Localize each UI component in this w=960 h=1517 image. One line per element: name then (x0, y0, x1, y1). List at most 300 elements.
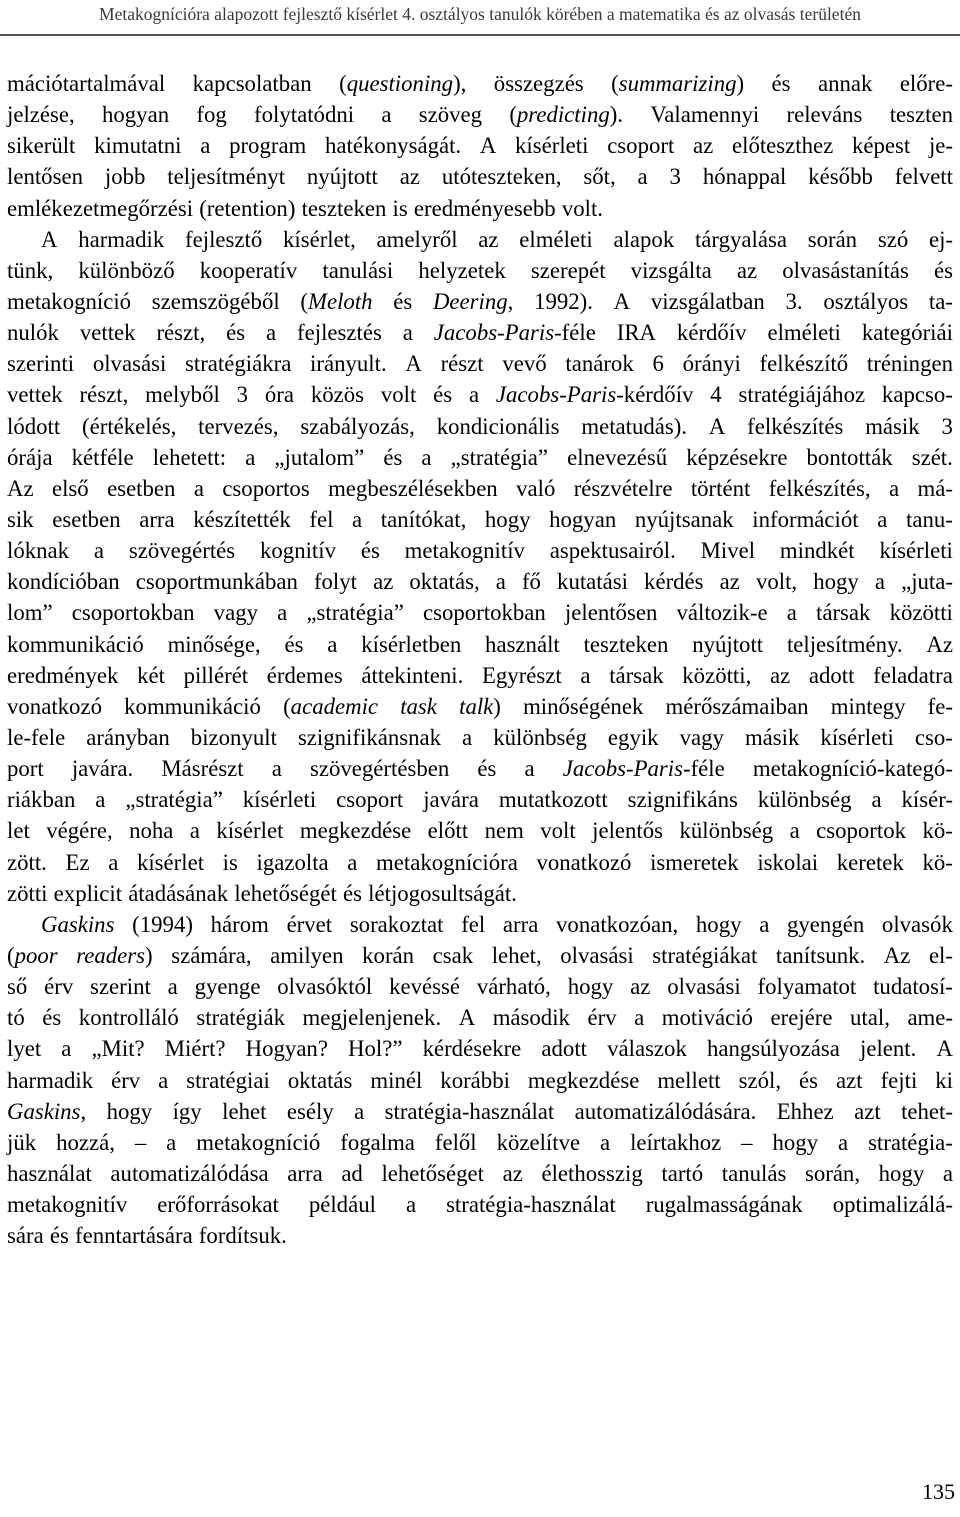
word: a (61, 1036, 72, 1062)
word: oktatás (287, 1067, 353, 1093)
italic-term: Jacobs-Paris (433, 320, 555, 346)
word: a (468, 382, 480, 408)
word: kísérleti (879, 538, 953, 564)
text-line (7, 597, 953, 628)
word: oktatás, (409, 569, 480, 595)
word: órája (7, 444, 53, 470)
word: Jacobs-Paris-féle (433, 320, 596, 346)
word: bizonyult (190, 724, 277, 750)
word: riákban (7, 787, 76, 813)
word: fordítsuk. (198, 1223, 287, 1249)
word: érvet (286, 911, 333, 937)
word: azt (836, 1067, 863, 1093)
text-line (7, 442, 953, 473)
word: teszten (889, 102, 953, 128)
word: annak (817, 71, 873, 96)
word: má- (917, 475, 953, 501)
word: esély (286, 1098, 334, 1124)
word: kísér- (901, 787, 953, 813)
word: megkezdése (527, 1067, 640, 1093)
word: metakognitív (404, 538, 525, 564)
word: részt (440, 351, 484, 377)
word: a (874, 569, 885, 595)
word: gyenge (194, 974, 261, 1000)
word: a (352, 506, 363, 532)
word: a (108, 849, 119, 875)
word: közelítve (496, 1129, 581, 1155)
word: hozzá, (56, 1129, 115, 1155)
word (41, 909, 114, 940)
italic-term: Jacobs-Paris (562, 756, 683, 782)
word: mellett (657, 1067, 721, 1093)
word: fog (196, 102, 227, 128)
word: kommunikáció (124, 693, 261, 719)
word: a (462, 724, 473, 750)
word: a (245, 444, 256, 470)
word: (questioning), (339, 71, 467, 96)
word: vizsgálta (630, 257, 712, 283)
word: „Mit? (91, 1036, 145, 1062)
word: lehetőségét (234, 880, 337, 906)
word: ki (935, 1067, 953, 1093)
text-line (7, 161, 953, 192)
word: kísérlet (216, 818, 284, 844)
word: csoport (336, 787, 404, 813)
word: a (95, 787, 106, 813)
word: (1994) (132, 911, 193, 937)
word: mérőszámaiban (665, 693, 809, 719)
word: szemszögéből (151, 288, 280, 314)
word: két (137, 662, 165, 688)
word: fel (461, 911, 486, 937)
word: megjelenjenek. (302, 1005, 442, 1031)
word: olvasók (881, 911, 953, 937)
word: bontották (806, 444, 893, 470)
word: szét. (911, 444, 953, 470)
word: és (393, 288, 413, 314)
word: a (166, 1129, 177, 1155)
word: leírtakhoz (630, 1129, 722, 1155)
word: képest (851, 133, 911, 159)
word: tudatosí- (873, 974, 953, 1000)
italic-term: talk (459, 693, 494, 719)
word: nem (484, 818, 524, 844)
word: mutatkozott (498, 787, 608, 813)
word: kísérleti (515, 133, 589, 159)
word: a (838, 1129, 849, 1155)
text-line (7, 629, 953, 660)
word: sára (7, 1223, 44, 1249)
word: élethosszig (541, 1160, 643, 1186)
word: a (942, 1160, 953, 1186)
text-line (7, 68, 953, 99)
italic-term: poor (14, 942, 58, 968)
word: másik (865, 413, 920, 439)
word: szerinti (7, 351, 75, 377)
word: csoport (607, 133, 675, 159)
word: Az (926, 631, 953, 657)
word: egyik (607, 724, 659, 750)
word: optimalizálá- (832, 1192, 953, 1218)
word: hogyan (101, 102, 170, 128)
word: volt (380, 382, 417, 408)
word: végére, (46, 818, 113, 844)
word: során (807, 226, 858, 252)
word: nyújtott (306, 164, 378, 190)
page-number: 135 (922, 1479, 955, 1504)
word: folyamatot (757, 974, 857, 1000)
word: Hol?” (348, 1036, 403, 1062)
word: vettek (79, 320, 136, 346)
word: tanítókat, (380, 506, 467, 532)
word: a (889, 475, 900, 501)
word: metakognitív (7, 1192, 128, 1218)
word: erőforrásokat (157, 1192, 279, 1218)
word: a (266, 320, 277, 346)
word: kísérlet, (282, 226, 356, 252)
word: szöveg (418, 102, 483, 128)
word: kutatási (557, 569, 628, 595)
word: szól, (738, 1067, 782, 1093)
word: felkészítő (759, 351, 849, 377)
word: ső (7, 974, 28, 1000)
word: stratégia-használat (446, 1192, 616, 1218)
word: jelent. (860, 1036, 917, 1062)
word: és (771, 71, 791, 96)
word: olvasási (560, 942, 634, 968)
word: aspektusairól. (549, 538, 676, 564)
word: mintegy (830, 693, 906, 719)
word: a (193, 475, 204, 501)
word: közötti (889, 600, 953, 626)
word: teljesítményt (167, 164, 286, 190)
word: Az (883, 942, 911, 968)
word: kísérleti (820, 724, 894, 750)
word: összegzés (493, 71, 584, 96)
word: A (613, 288, 631, 314)
word: arányban (86, 724, 170, 750)
word: nyújtsanak (634, 506, 734, 532)
word: metakognícióra (376, 849, 518, 875)
word: Gaskins, (7, 1098, 87, 1124)
word: vagy (679, 724, 724, 750)
word: tehet- (901, 1098, 953, 1124)
word: hogy (813, 569, 859, 595)
word: A (458, 1005, 476, 1031)
word: szabályozás, (300, 413, 415, 439)
word: csoportokban (422, 600, 546, 626)
word: később (808, 164, 873, 190)
word: esetben (107, 475, 176, 501)
word: várható, (476, 974, 551, 1000)
word: az (693, 133, 714, 159)
word: társak (816, 600, 871, 626)
word: Egyrészt (481, 662, 562, 688)
text-line (7, 348, 953, 379)
word: 3. (785, 288, 803, 314)
word: számára, (171, 942, 252, 968)
word: érv (587, 1005, 617, 1031)
word: a (524, 756, 535, 782)
text-line (7, 411, 953, 442)
word: volt. (561, 195, 603, 221)
italic-term: Gaskins (41, 911, 115, 937)
word: való (516, 475, 556, 501)
word: különbség (493, 724, 587, 750)
word: je- (928, 133, 953, 159)
word: 3 (669, 164, 681, 190)
word: órányi (682, 351, 741, 377)
word: fenntartására (74, 1223, 193, 1249)
word: korábbi (440, 1067, 510, 1093)
word: utal, (850, 1005, 890, 1031)
word: metatudás). (581, 413, 688, 439)
word: motiváció (661, 1005, 753, 1031)
text-line (7, 1065, 953, 1096)
word: jük (7, 1129, 37, 1155)
word: felkészítés, (768, 475, 871, 501)
word: részvételre (573, 475, 673, 501)
word: arra (139, 506, 175, 532)
word: eredményesebb (413, 195, 556, 221)
word: folytatódni (254, 102, 355, 128)
word: a (402, 320, 413, 346)
word: jelzése, (7, 102, 75, 128)
word: ej- (928, 226, 953, 252)
text-line (7, 878, 953, 909)
word: javára (423, 787, 479, 813)
word: a (600, 1129, 611, 1155)
word: stratégiájához (738, 382, 866, 408)
text-line (7, 1220, 953, 1251)
word: (predicting). (509, 102, 624, 128)
word: a (634, 1005, 645, 1031)
text-line (7, 909, 953, 940)
word: fejti (880, 1067, 918, 1093)
word: tréningen (866, 351, 953, 377)
word: ta- (928, 288, 953, 314)
word: hogy (772, 1129, 819, 1155)
text-line (7, 1127, 953, 1158)
word: a (354, 1098, 365, 1124)
word: kísérleti (242, 787, 317, 813)
word: elméleti (519, 226, 593, 252)
word: ad (341, 1160, 363, 1186)
word: hatékonyságát. (325, 133, 462, 159)
italic-term: readers (76, 942, 146, 968)
word: információt (752, 506, 859, 532)
word: mindkét (779, 538, 855, 564)
italic-term: Gaskins (7, 1098, 81, 1124)
word: a (405, 1192, 417, 1218)
word: amilyen (270, 942, 344, 968)
word: let (7, 818, 30, 844)
word: gyengén (787, 911, 865, 937)
word: is (222, 849, 238, 875)
text-line (7, 193, 953, 224)
word: a (200, 133, 211, 159)
word: A (405, 351, 422, 377)
word: A (936, 1036, 953, 1062)
word: fejlesztő (185, 226, 263, 252)
word: (summarizing) (611, 71, 745, 96)
word: szó (877, 226, 909, 252)
word: rugalmasságának (645, 1192, 803, 1218)
word: „stratégia” (450, 444, 549, 470)
word: használt (485, 631, 560, 657)
word: nulók (7, 320, 59, 346)
text-line (7, 317, 953, 348)
word: teljesítmény. (786, 631, 903, 657)
word: vonatkozóan, (556, 911, 679, 937)
word: utóteszteken, (441, 164, 562, 190)
word: eredmények (7, 662, 119, 688)
word: zötti (7, 880, 48, 906)
text-line (7, 504, 953, 535)
word: „juta- (901, 569, 953, 595)
word: Ehhez (776, 1098, 834, 1124)
word: az (373, 569, 394, 595)
word: az (630, 974, 651, 1000)
word: első (51, 475, 89, 501)
word: kö- (922, 818, 953, 844)
word: olvasástanítás (782, 257, 909, 283)
word: az (502, 1160, 523, 1186)
word: kondicionális (436, 413, 560, 439)
word: olvasóktól (277, 974, 373, 1000)
text-line (7, 971, 953, 1002)
word: és (433, 382, 453, 408)
word: adott (541, 1036, 587, 1062)
word: sikerült (7, 133, 76, 159)
word: és (360, 538, 380, 564)
word: tárgyalása (694, 226, 787, 252)
word: (retention) (199, 195, 296, 221)
word: különbség (679, 818, 774, 844)
word: szignifikánsnak (297, 724, 442, 750)
word: melyből (145, 382, 220, 408)
word: harmadik (7, 1067, 94, 1093)
word: kapcsolatban (192, 71, 312, 96)
word: releváns (786, 102, 863, 128)
word: hogy (695, 911, 742, 937)
word: IRA (616, 320, 657, 346)
word: különböző (78, 257, 175, 283)
word: talk) (459, 693, 501, 719)
word: válaszok (607, 1036, 687, 1062)
text-line (7, 255, 953, 286)
word: javára. (71, 756, 134, 782)
text-line (7, 473, 953, 504)
word: megbeszélésekben (328, 475, 498, 501)
word: kategóriái (861, 320, 953, 346)
word: kondícióban (7, 569, 120, 595)
word: tó (7, 1005, 25, 1031)
word: a (277, 600, 288, 626)
word: felől (434, 1129, 477, 1155)
word: hogy (567, 974, 614, 1000)
word: hogyan (549, 506, 617, 532)
word: sik (7, 506, 34, 532)
word: a (327, 631, 338, 657)
word: stratégia-használat (384, 1098, 555, 1124)
word: tanulási (322, 257, 394, 283)
word: program (229, 133, 307, 159)
word: a (271, 756, 282, 782)
word: során, (804, 1160, 861, 1186)
word: elméleti (767, 320, 841, 346)
word: Másrészt (161, 756, 244, 782)
word: metakogníció (196, 1129, 321, 1155)
word: készítették (193, 506, 291, 532)
word: hogy (878, 1160, 925, 1186)
word: metakogníció-kategó- (752, 756, 953, 782)
word: minőségének (523, 693, 644, 719)
word: mációtartalmával (7, 71, 166, 96)
italic-term: questioning (346, 71, 454, 96)
word: érv (44, 974, 74, 1000)
word: Miért? (164, 1036, 226, 1062)
word: arra (502, 911, 539, 937)
text-line (7, 1189, 953, 1220)
word: minősége, (167, 631, 261, 657)
word: szövegértés (128, 538, 236, 564)
word: lehetőséget (381, 1160, 484, 1186)
word: (Meloth (300, 288, 373, 314)
word: sorakoztat (349, 911, 444, 937)
text-line (7, 286, 953, 317)
word: feladatra (873, 662, 953, 688)
word: hónappal (702, 164, 787, 190)
word: korán (362, 942, 415, 968)
word: hogy (106, 1098, 153, 1124)
word: helyzetek (418, 257, 506, 283)
word: tanulás (721, 1160, 787, 1186)
word: hogy (484, 506, 531, 532)
word: és (226, 320, 246, 346)
word: zött. (7, 849, 47, 875)
word: nyújtott (692, 631, 764, 657)
word: fel (309, 506, 334, 532)
word: lehetett: (152, 444, 227, 470)
word: áttekinteni. (361, 662, 464, 688)
word: a (495, 569, 506, 595)
word: vonatkozó (536, 849, 632, 875)
word: tervezés, (198, 413, 279, 439)
word: igazolta (256, 849, 329, 875)
word: Jacobs-Paris-kérdőív (495, 382, 694, 408)
word: az (769, 662, 791, 688)
word: (academic (283, 693, 379, 719)
text-line (7, 815, 953, 846)
word: elnevezésű (567, 444, 668, 470)
text-line (7, 130, 953, 161)
word: a (877, 506, 888, 532)
word: érdemes (266, 662, 343, 688)
italic-term: Deering (432, 288, 508, 314)
word: minél (370, 1067, 423, 1093)
text-line (7, 1002, 953, 1033)
word: a (871, 787, 882, 813)
word: jelentős (592, 818, 664, 844)
text-line (7, 99, 953, 130)
word: részt, (156, 320, 206, 346)
word: részt, (79, 382, 129, 408)
body-text (7, 68, 953, 1251)
word: (poor (7, 942, 58, 968)
word: A (708, 413, 726, 439)
word: és (49, 1223, 69, 1249)
